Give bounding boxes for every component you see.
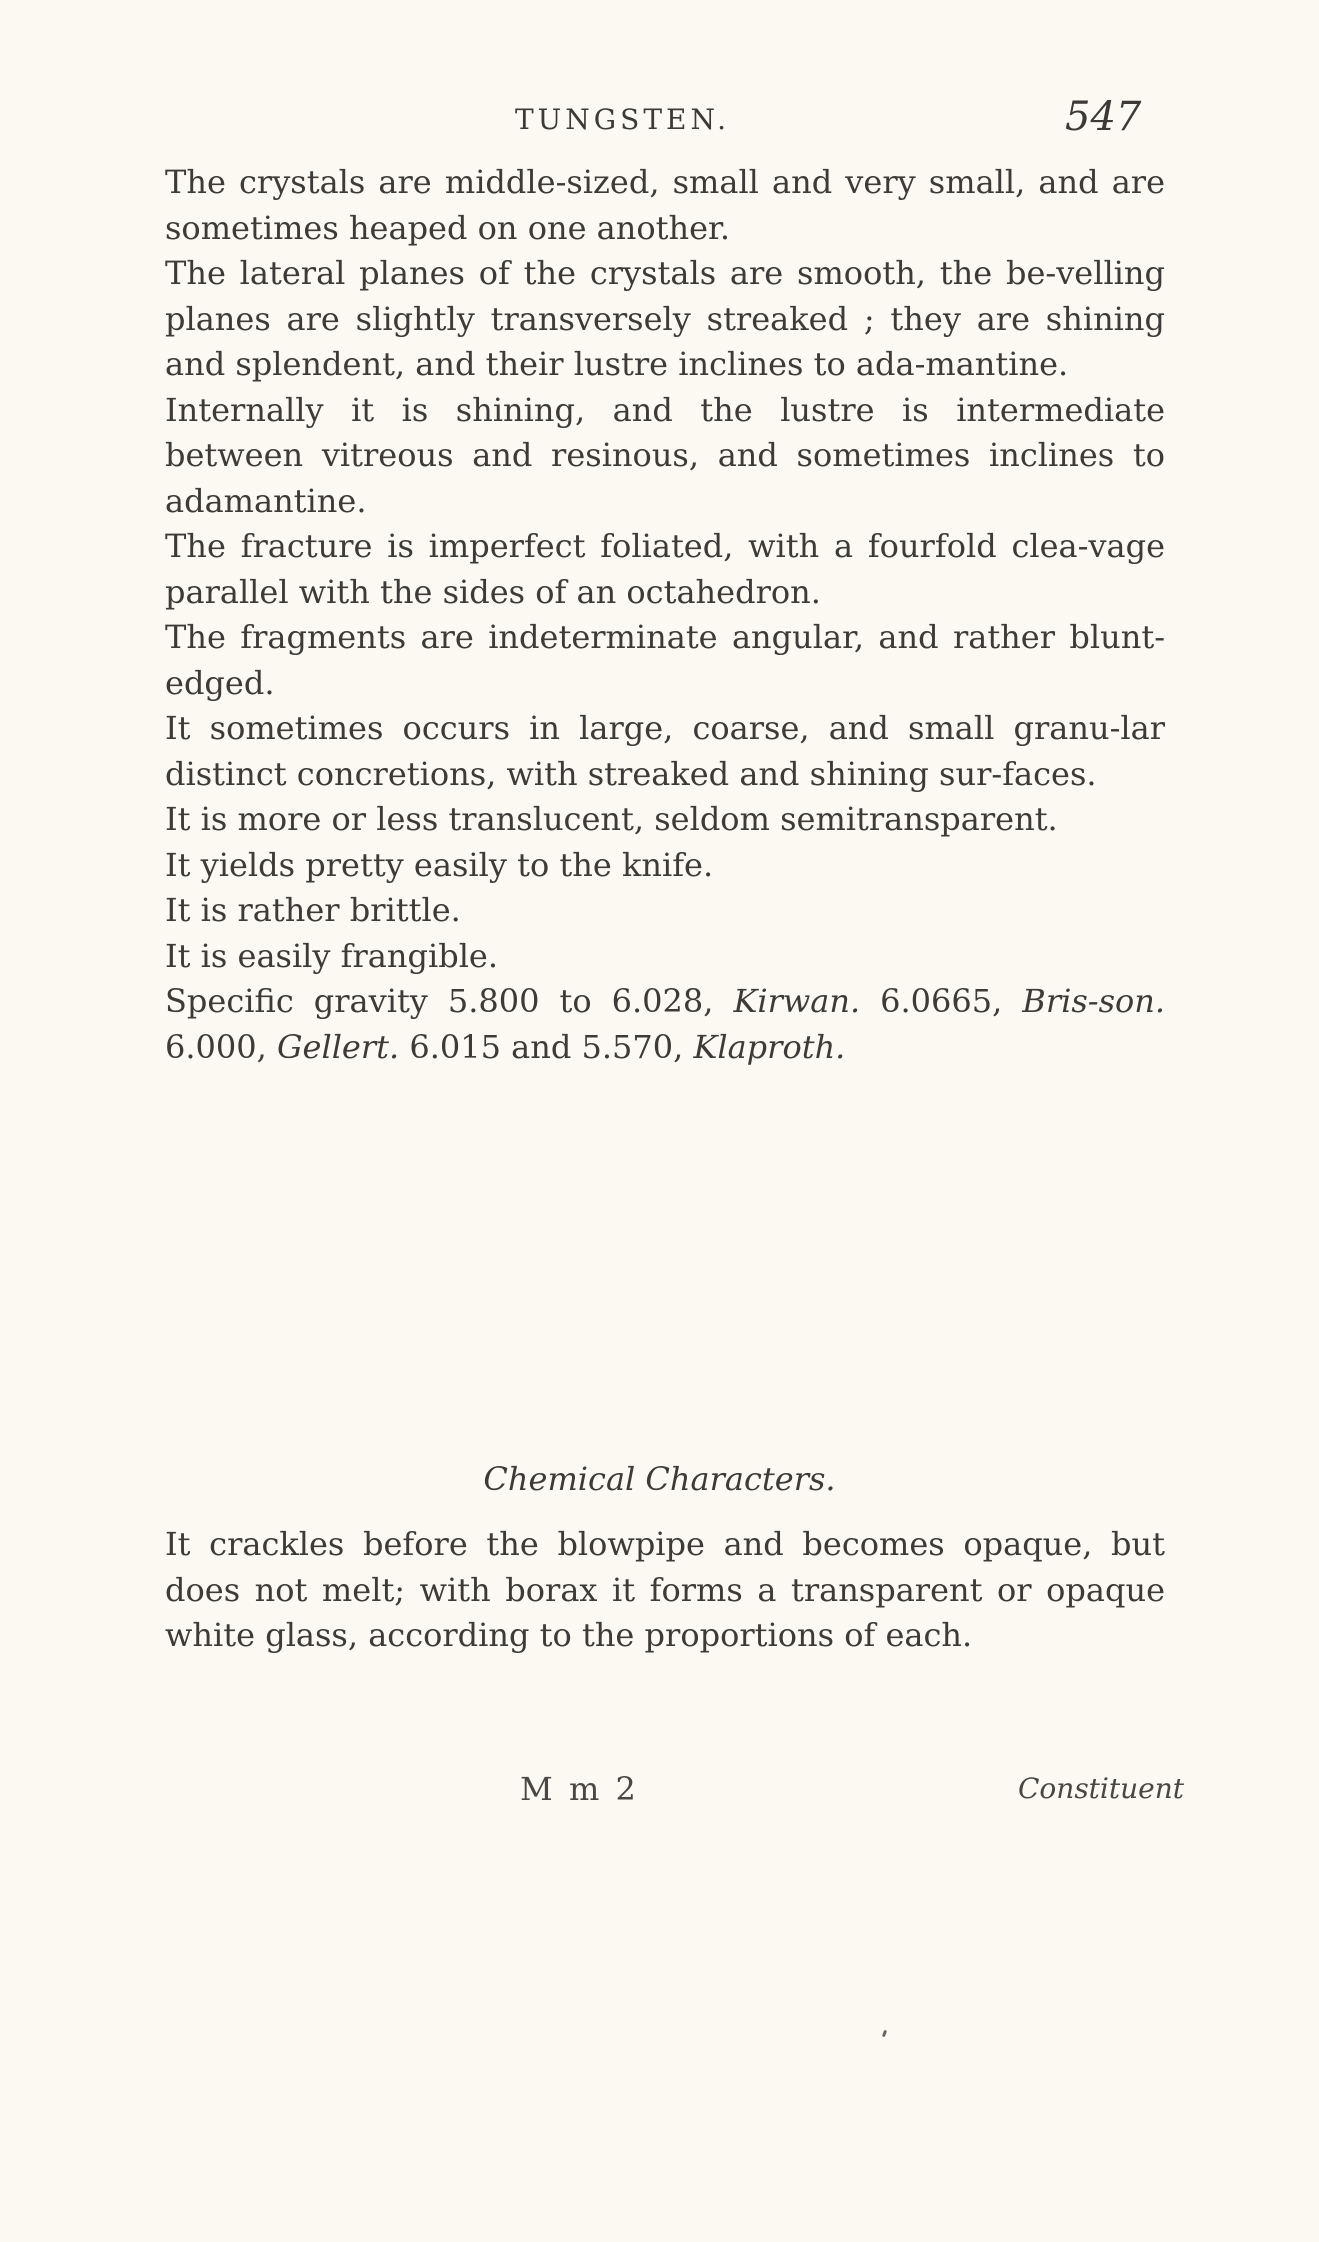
author-brisson: Bris-son.: [1022, 982, 1166, 1020]
signature-mark: M m 2: [520, 1770, 639, 1808]
paragraph-brittleness: It is rather brittle.: [165, 891, 461, 929]
paragraph-translucency: It is more or less translucent, seldom semitransparent.: [165, 800, 1058, 838]
paragraph-fracture: The fracture is imperfect foliated, with a fourfold clea-vage parallel with the sides of an octahedron.: [165, 527, 1165, 611]
main-text-block: [165, 160, 1165, 1070]
paragraph-frangibility: It is easily frangible.: [165, 936, 499, 975]
section-heading-chemical: Chemical Characters.: [483, 1460, 836, 1498]
paragraph-chemical: It crackles before the blowpipe and becomes opaque, but does not melt; with borax it forms a transparent or opaque white glass, according to the proportions of each.: [165, 1525, 1165, 1654]
paragraph-lateral-planes: The lateral planes of the crystals are smooth, the be-velling planes are slightly transversely streaked ; they are shining and splendent, and their lustre inclines to ada-mantine.: [165, 254, 1165, 383]
paragraph-hardness: It yields pretty easily to the knife.: [165, 845, 714, 884]
specific-gravity-value-2: 6.0665,: [880, 982, 1003, 1020]
page-number: 547: [1065, 94, 1142, 140]
author-kirwan: Kirwan.: [733, 982, 861, 1020]
catchword: Constituent: [1018, 1772, 1185, 1805]
paragraph-fragments: The fragments are indeterminate angular, and rather blunt-edged.: [165, 618, 1165, 702]
specific-gravity-lead: Specific gravity 5.800 to 6.028,: [165, 982, 714, 1020]
specific-gravity-value-4: 6.015 and 5.570,: [409, 1027, 684, 1066]
paragraph-internal-lustre: Internally it is shining, and the lustre is intermediate between vitreous and resinous, and sometimes inclines to adamantine.: [165, 390, 1165, 520]
paragraph-crystals: The crystals are middle-sized, small and very small, and are sometimes heaped on one another.: [165, 163, 1165, 247]
running-header-title: TUNGSTEN.: [515, 103, 731, 136]
paragraph-concretions: It sometimes occurs in large, coarse, and small granu-lar distinct concretions, with streaked and shining sur-faces.: [165, 709, 1165, 793]
chemical-text-block: [165, 1522, 1165, 1659]
paragraph-specific-gravity: [165, 979, 1165, 1070]
paper-speck: [882, 2030, 887, 2038]
author-gellert: Gellert.: [276, 1027, 400, 1066]
author-klaproth: Klaproth.: [693, 1027, 846, 1066]
specific-gravity-value-3: 6.000,: [165, 1027, 267, 1066]
